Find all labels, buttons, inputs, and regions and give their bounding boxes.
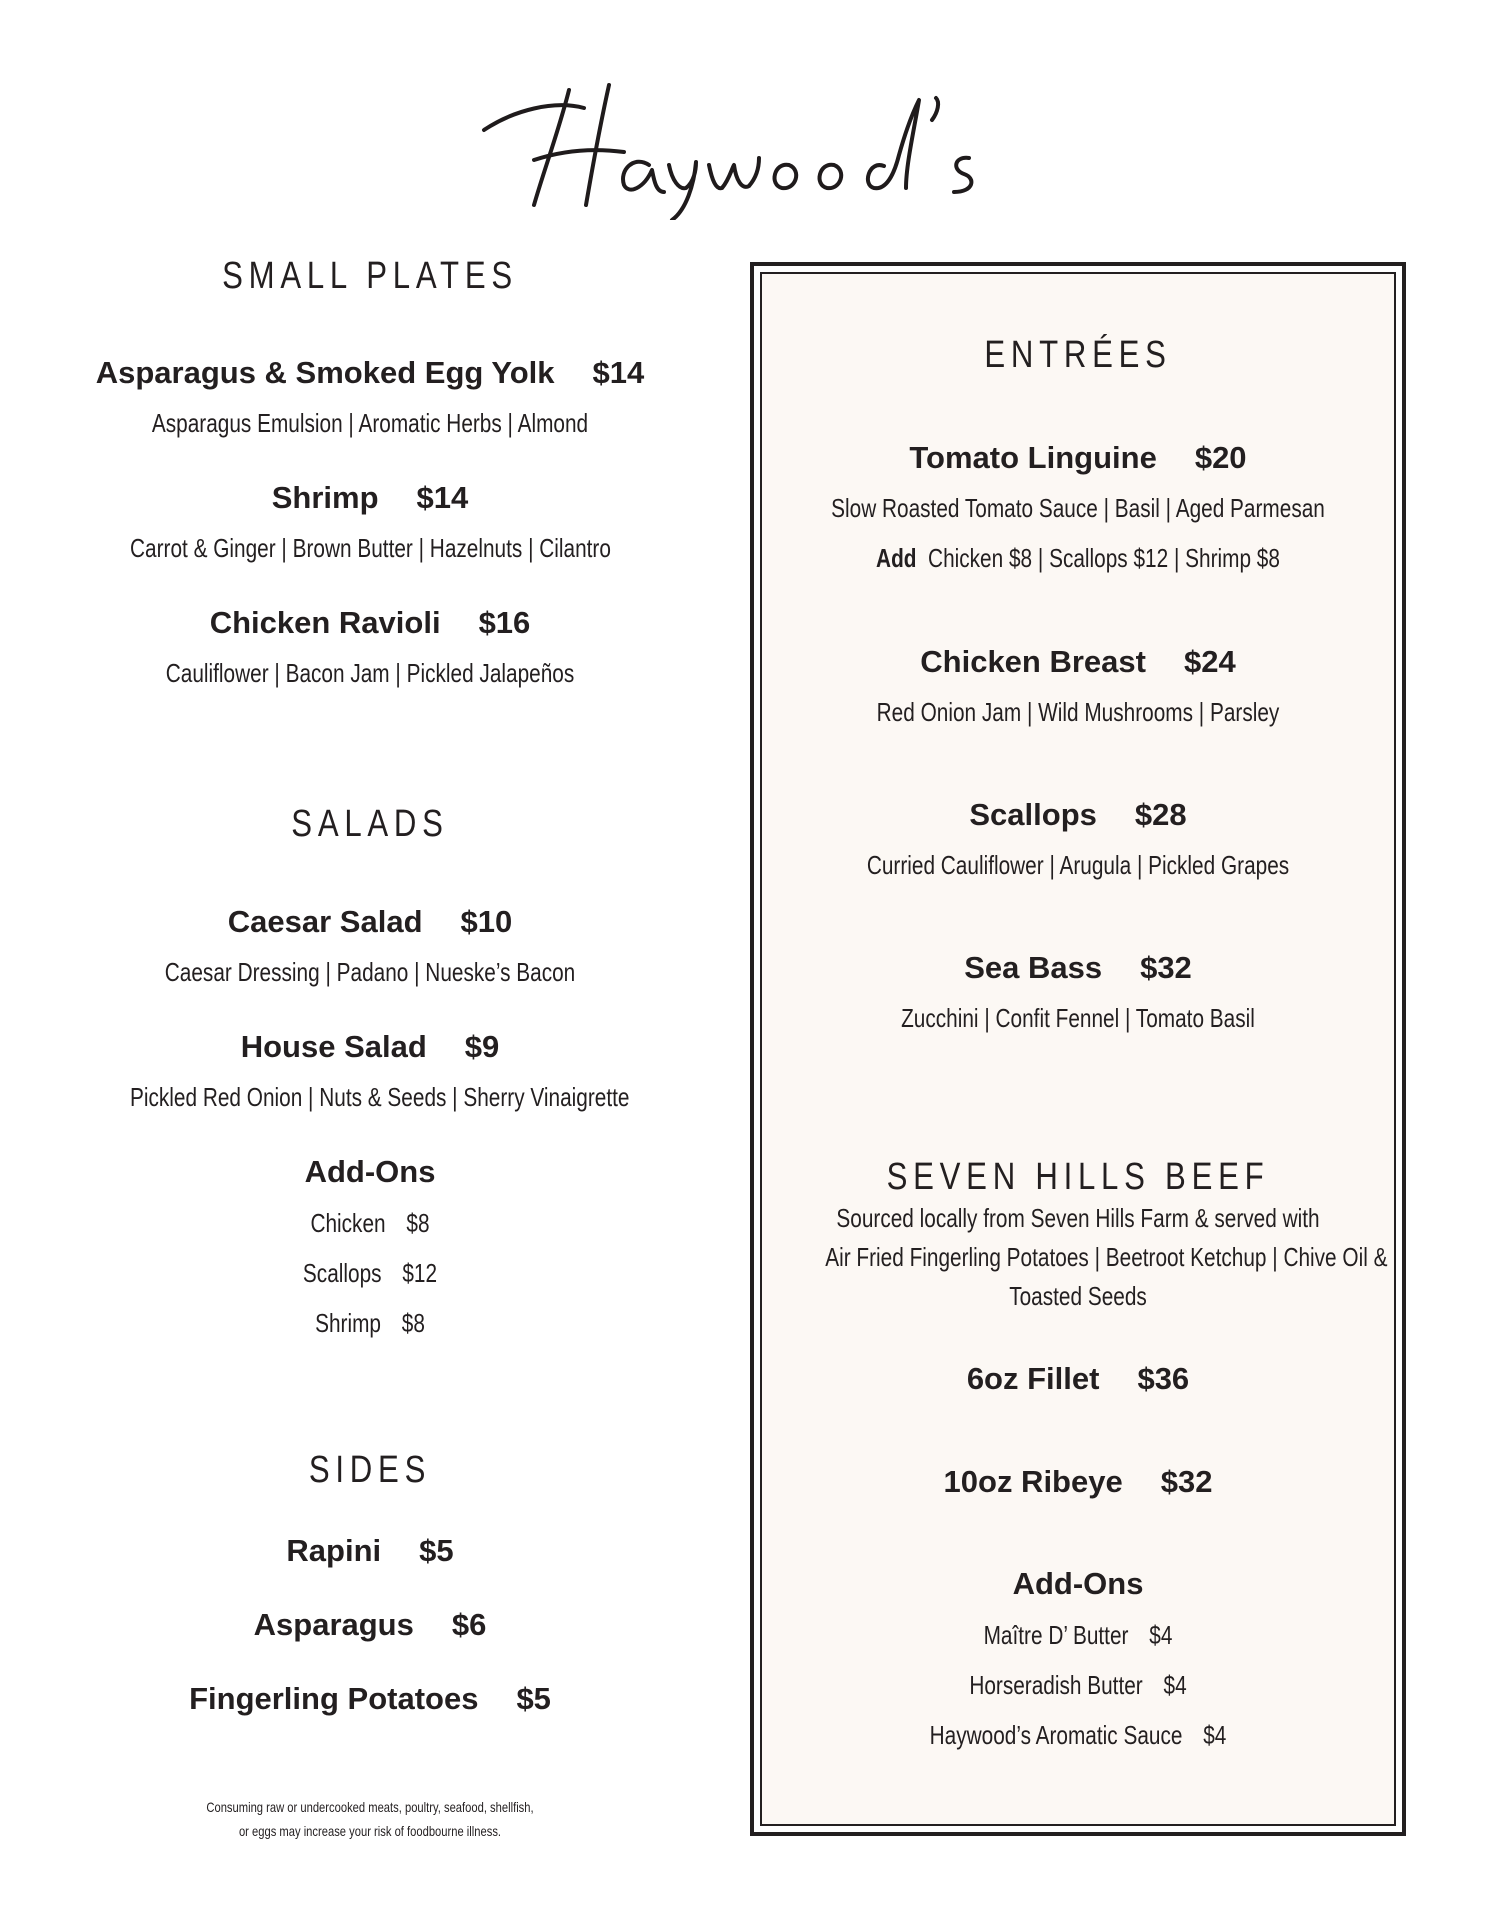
item-name: Scallops <box>969 797 1097 832</box>
addon-price: $4 <box>1149 1620 1173 1650</box>
item-price: $32 <box>1160 1464 1213 1499</box>
item-name: Rapini <box>286 1533 382 1568</box>
addon-price: $4 <box>1203 1720 1227 1750</box>
restaurant-logo <box>0 70 1488 220</box>
item-name: 6oz Fillet <box>966 1361 1100 1396</box>
item-name: Shrimp <box>271 480 379 515</box>
menu-item <box>762 1361 1394 1397</box>
add-label: Add <box>876 543 917 573</box>
menu-item <box>762 797 1394 833</box>
item-price: $9 <box>464 1029 500 1064</box>
item-description: Pickled Red Onion | Nuts & Seeds | Sherry Vinaigrette <box>130 1082 630 1112</box>
addon-row <box>70 1208 670 1239</box>
item-price: $14 <box>592 355 645 390</box>
salads-title: SALADS <box>291 803 449 845</box>
item-price: $5 <box>516 1681 551 1716</box>
addon-price: $8 <box>401 1308 425 1338</box>
addons-title: Add-Ons <box>304 1154 436 1189</box>
item-price: $16 <box>478 605 531 640</box>
item-description: Zucchini | Confit Fennel | Tomato Basil <box>901 1003 1255 1033</box>
beef-description-line: Air Fried Fingerling Potatoes | Beetroot Ketchup | Chive Oil & <box>825 1242 1388 1272</box>
small-plates-section <box>70 255 670 298</box>
item-price: $6 <box>451 1607 487 1642</box>
sides-section <box>70 1449 670 1492</box>
menu-item <box>70 1607 670 1643</box>
addons-title: Add-Ons <box>1012 1566 1144 1601</box>
item-description: Carrot & Ginger | Brown Butter | Hazelnuts | Cilantro <box>130 533 611 563</box>
item-name: Fingerling Potatoes <box>189 1681 479 1716</box>
menu-item <box>70 1029 670 1065</box>
sides-title: SIDES <box>308 1449 432 1491</box>
item-name: Caesar Salad <box>227 904 423 939</box>
item-name: Chicken Breast <box>920 644 1146 679</box>
item-description: Cauliflower | Bacon Jam | Pickled Jalapeños <box>165 658 575 688</box>
addon-name: Scallops <box>302 1258 382 1288</box>
entrees-box <box>750 262 1406 1836</box>
item-name: Tomato Linguine <box>909 440 1157 475</box>
menu-item <box>70 605 670 641</box>
item-price: $28 <box>1134 797 1187 832</box>
item-description: Curried Cauliflower | Arugula | Pickled Grapes <box>866 850 1290 880</box>
item-name: 10oz Ribeye <box>943 1464 1123 1499</box>
item-price: $36 <box>1137 1361 1190 1396</box>
addon-row <box>70 1308 670 1339</box>
addon-name: Haywood’s Aromatic Sauce <box>929 1720 1183 1750</box>
item-name: Asparagus <box>253 1607 414 1642</box>
menu-item <box>70 1681 670 1717</box>
addon-row <box>762 1670 1394 1701</box>
addon-name: Horseradish Butter <box>969 1670 1143 1700</box>
disclaimer <box>70 1795 670 1843</box>
entrees-box-inner <box>760 272 1396 1826</box>
menu-item <box>70 355 670 391</box>
disclaimer-line: Consuming raw or undercooked meats, poultry, seafood, shellfish, <box>206 1799 534 1815</box>
item-price: $32 <box>1140 950 1192 985</box>
item-price: $14 <box>416 480 469 515</box>
disclaimer-line: or eggs may increase your risk of foodbourne illness. <box>238 1823 502 1839</box>
salads-section <box>70 803 670 846</box>
menu-item <box>762 1464 1394 1500</box>
item-description: Red Onion Jam | Wild Mushrooms | Parsley <box>876 697 1280 727</box>
item-price: $20 <box>1194 440 1247 475</box>
addon-name: Chicken <box>310 1208 386 1238</box>
item-name: Sea Bass <box>964 950 1103 985</box>
addon-row <box>762 1620 1394 1651</box>
item-description: Asparagus Emulsion | Aromatic Herbs | Almond <box>151 408 589 438</box>
addon-price: $8 <box>406 1208 430 1238</box>
beef-title: SEVEN HILLS BEEF <box>886 1156 1270 1198</box>
menu-item <box>762 644 1394 680</box>
beef-description-line: Toasted Seeds <box>1009 1281 1147 1311</box>
item-price: $24 <box>1183 644 1236 679</box>
item-name: Chicken Ravioli <box>209 605 441 640</box>
item-description: Caesar Dressing | Padano | Nueske’s Bacon <box>164 957 576 987</box>
item-price: $10 <box>460 904 513 939</box>
add-options <box>762 543 1394 574</box>
addon-price: $12 <box>402 1258 438 1288</box>
menu-item <box>762 440 1394 476</box>
beef-description-line: Sourced locally from Seven Hills Farm & served with <box>836 1203 1320 1233</box>
item-name: Asparagus & Smoked Egg Yolk <box>95 355 555 390</box>
menu-item <box>70 480 670 516</box>
menu-item <box>70 1533 670 1569</box>
addon-row <box>762 1720 1394 1751</box>
menu-item <box>70 904 670 940</box>
addon-price: $4 <box>1163 1670 1187 1700</box>
small-plates-title: SMALL PLATES <box>222 255 518 297</box>
addon-name: Shrimp <box>315 1308 381 1338</box>
addon-name: Maître D’ Butter <box>983 1620 1129 1650</box>
add-description: Chicken $8 | Scallops $12 | Shrimp $8 <box>928 543 1280 573</box>
item-description: Slow Roasted Tomato Sauce | Basil | Aged Parmesan <box>831 493 1325 523</box>
addon-row <box>70 1258 670 1289</box>
item-price: $5 <box>419 1533 454 1568</box>
entrees-title: ENTRÉES <box>984 334 1172 376</box>
item-name: House Salad <box>240 1029 427 1064</box>
menu-item <box>762 950 1394 986</box>
